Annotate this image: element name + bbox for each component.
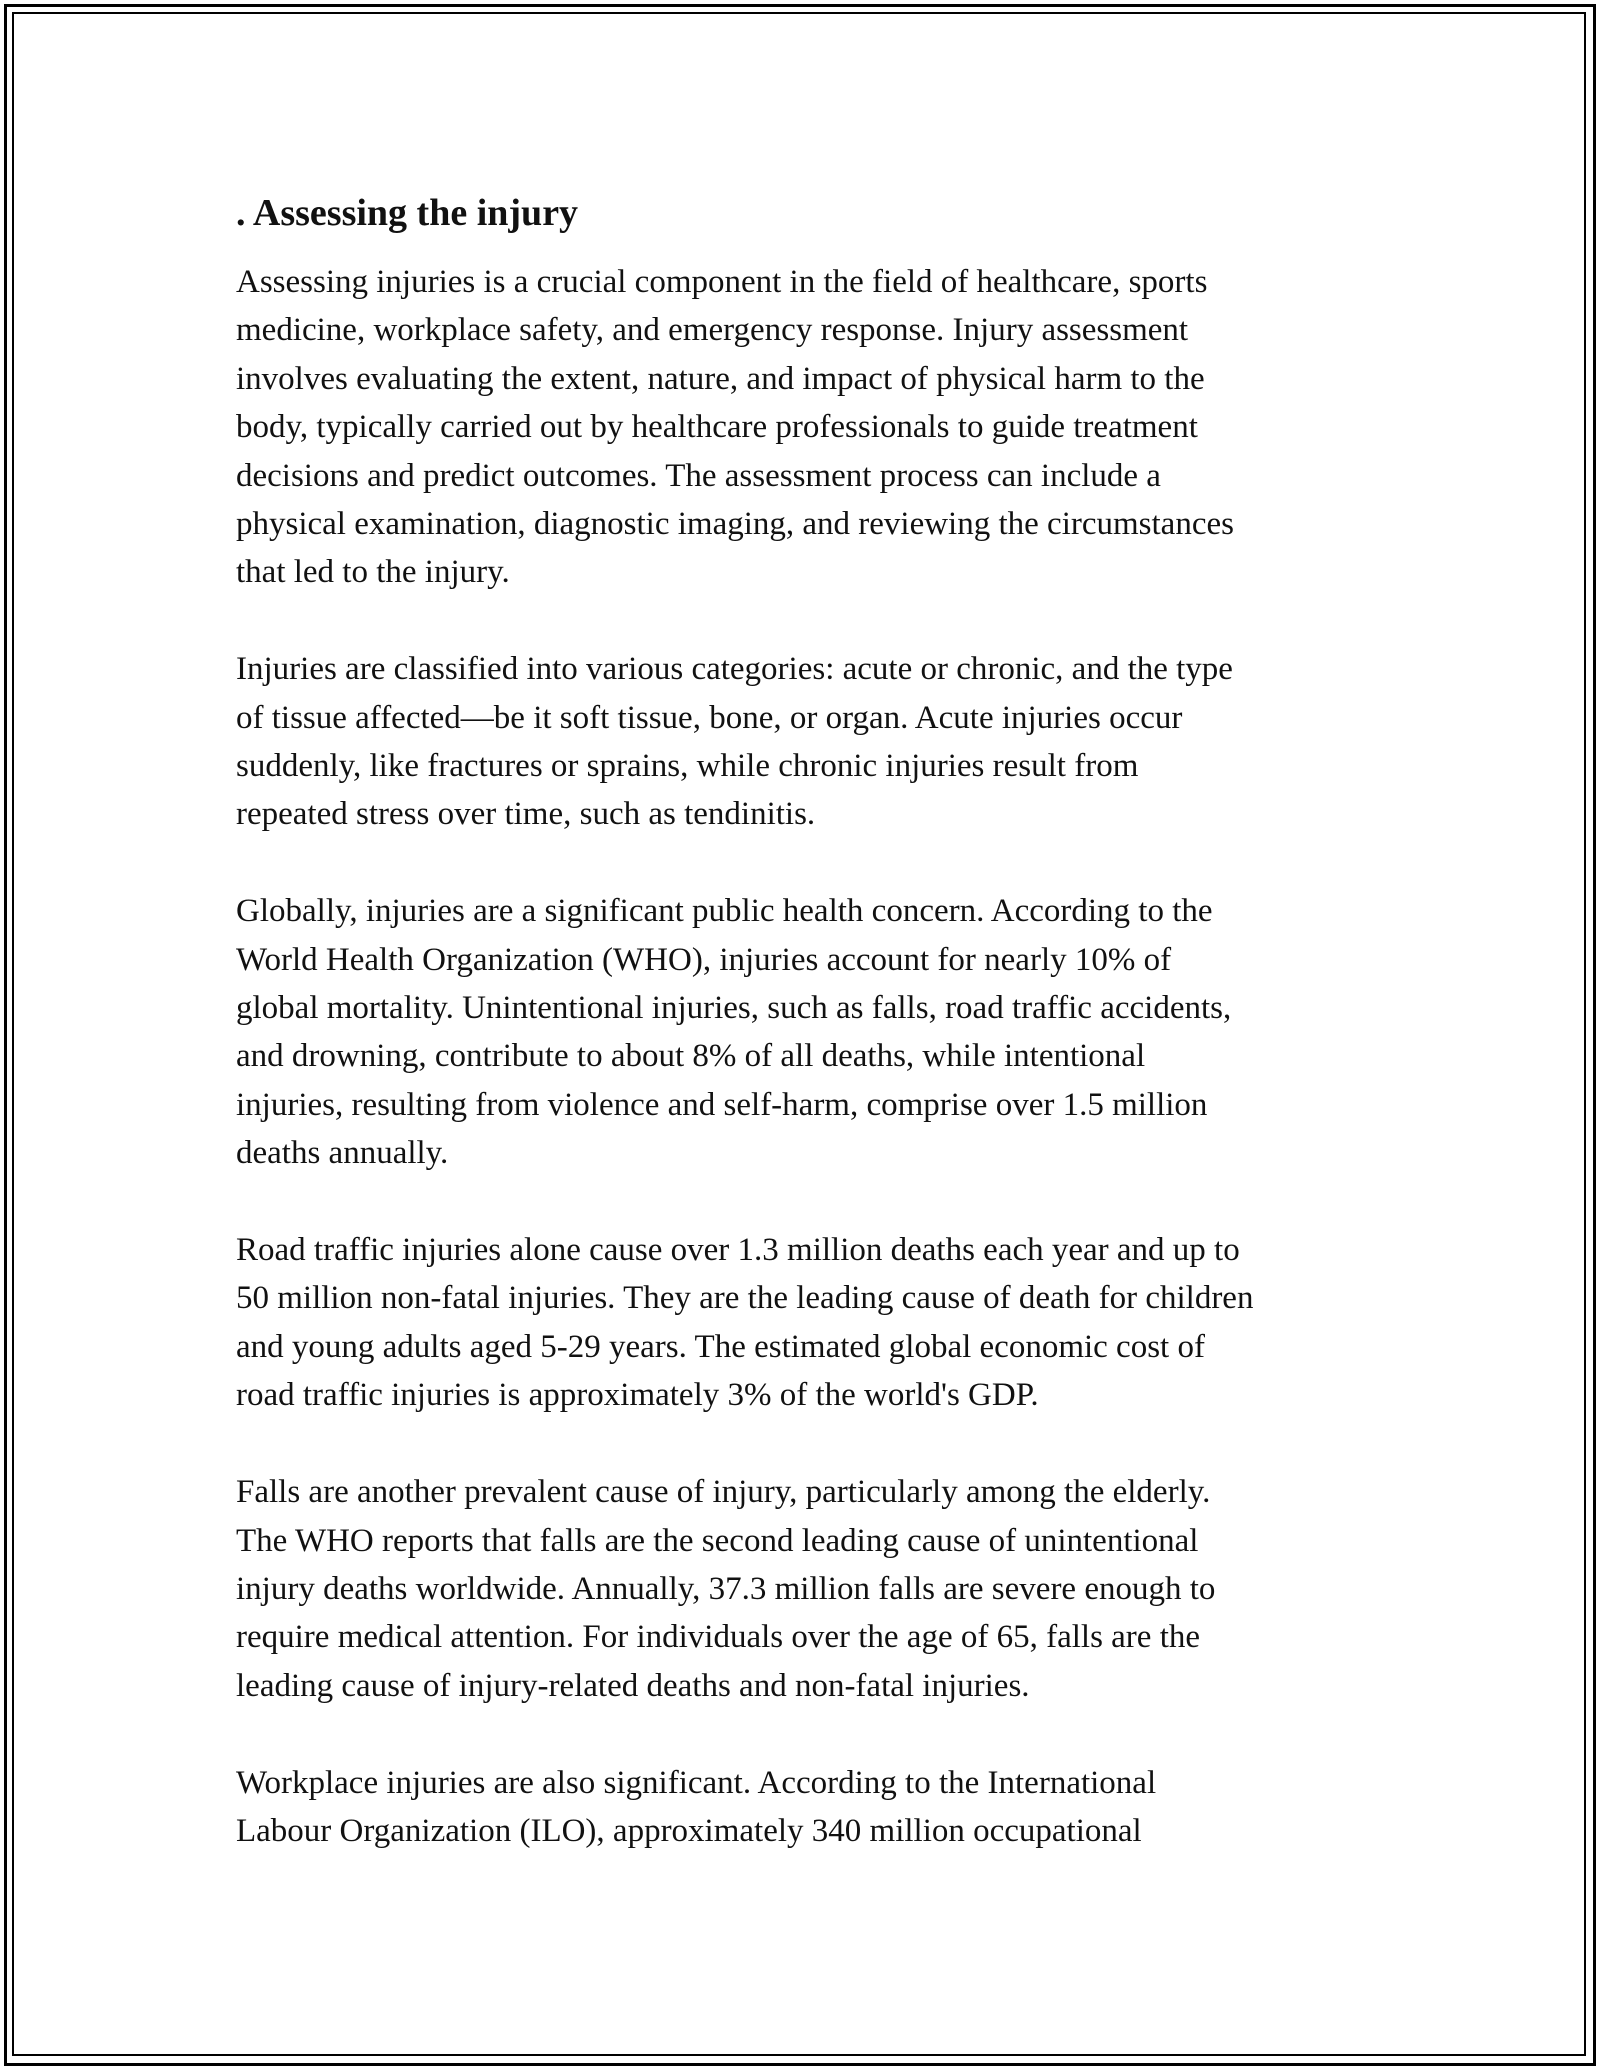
paragraph [236, 1226, 1396, 1420]
paragraph-line: medicine, workplace safety, and emergency response. Injury assessment [236, 312, 1189, 349]
paragraph-line: World Health Organization (WHO), injuries account for nearly 10% of [236, 941, 1172, 978]
paragraph-line: physical examination, diagnostic imaging, and reviewing the circumstances [236, 506, 1234, 543]
section-heading: . Assessing the injury [236, 192, 579, 234]
paragraph [236, 645, 1396, 839]
paragraph-line: repeated stress over time, such as tendinitis. [236, 796, 816, 833]
paragraph-line: deaths annually. [236, 1135, 449, 1172]
paragraph-line: decisions and predict outcomes. The assessment process can include a [236, 457, 1161, 494]
paragraph-line: road traffic injuries is approximately 3% of the world's GDP. [236, 1377, 1039, 1414]
paragraph-line: of tissue affected—be it soft tissue, bone, or organ. Acute injuries occur [236, 699, 1183, 736]
paragraph-line: body, typically carried out by healthcare professionals to guide treatment [236, 409, 1198, 446]
document-body [236, 186, 1396, 1904]
paragraph-line: leading cause of injury-related deaths and non-fatal injuries. [236, 1667, 1030, 1704]
paragraph-line: that led to the injury. [236, 554, 510, 591]
paragraph-line: 50 million non-fatal injuries. They are the leading cause of death for children [236, 1280, 1254, 1317]
paragraph [236, 1468, 1396, 1710]
paragraph-line: and drowning, contribute to about 8% of all deaths, while intentional [236, 1038, 1146, 1075]
paragraph-line: involves evaluating the extent, nature, and impact of physical harm to the [236, 360, 1205, 397]
paragraph-line: global mortality. Unintentional injuries, such as falls, road traffic accidents, [236, 990, 1232, 1027]
paragraph [236, 1759, 1396, 1856]
paragraph [236, 258, 1396, 597]
paragraph-line: Globally, injuries are a significant public health concern. According to the [236, 893, 1213, 930]
paragraph-line: injuries, resulting from violence and self-harm, comprise over 1.5 million [236, 1086, 1208, 1123]
paragraph-line: Labour Organization (ILO), approximately 340 million occupational [236, 1812, 1142, 1849]
paragraph-list [236, 258, 1396, 1855]
paragraph-line: Falls are another prevalent cause of injury, particularly among the elderly. [236, 1474, 1211, 1511]
paragraph-line: The WHO reports that falls are the second leading cause of unintentional [236, 1522, 1199, 1559]
paragraph-line: and young adults aged 5-29 years. The estimated global economic cost of [236, 1328, 1205, 1365]
paragraph [236, 887, 1396, 1177]
paragraph-line: Injuries are classified into various categories: acute or chronic, and the type [236, 651, 1233, 688]
paragraph-line: Assessing injuries is a crucial component in the field of healthcare, sports [236, 264, 1208, 300]
paragraph-line: injury deaths worldwide. Annually, 37.3 million falls are severe enough to [236, 1570, 1216, 1607]
paragraph-line: require medical attention. For individuals over the age of 65, falls are the [236, 1619, 1201, 1656]
paragraph-line: Road traffic injuries alone cause over 1.3 million deaths each year and up to [236, 1232, 1240, 1269]
paragraph-line: Workplace injuries are also significant. According to the International [236, 1764, 1157, 1801]
paragraph-line: suddenly, like fractures or sprains, while chronic injuries result from [236, 748, 1139, 785]
